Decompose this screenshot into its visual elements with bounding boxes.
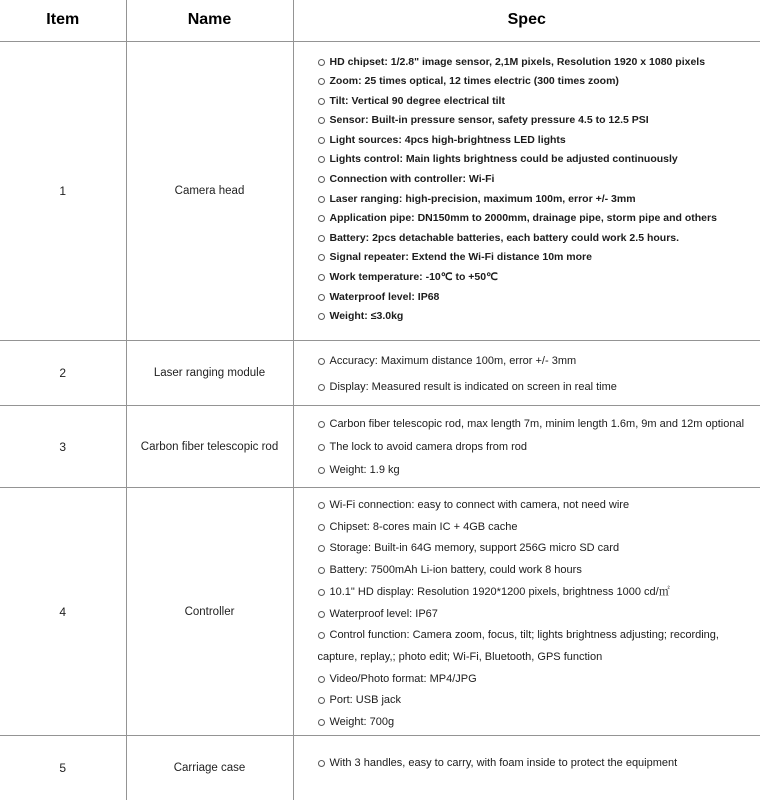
spec-line: Battery: 2pcs detachable batteries, each battery could work 2.5 hours.: [318, 229, 753, 249]
spec-list: [293, 736, 760, 800]
circle-bullet-icon: [318, 274, 325, 281]
spec-line: Port: USB jack: [318, 690, 753, 712]
circle-bullet-icon: [318, 697, 325, 704]
spec-line: Display: Measured result is indicated on screen in real time: [318, 374, 753, 400]
spec-line: Storage: Built-in 64G memory, support 256G micro SD card: [318, 538, 753, 560]
spec-list: [293, 405, 760, 487]
spec-line: Battery: 7500mAh Li-ion battery, could work 8 hours: [318, 560, 753, 582]
circle-bullet-icon: [318, 235, 325, 242]
spec-list: [293, 488, 760, 736]
column-header-spec: Spec: [293, 0, 760, 41]
circle-bullet-icon: [318, 215, 325, 222]
circle-bullet-icon: [318, 444, 325, 451]
column-header-name: Name: [126, 0, 293, 41]
circle-bullet-icon: [318, 98, 325, 105]
component-name: Laser ranging module: [126, 340, 293, 405]
header-row: [0, 0, 760, 41]
spec-line: Signal repeater: Extend the Wi-Fi distance 10m more: [318, 248, 753, 268]
circle-bullet-icon: [318, 117, 325, 124]
spec-line: Chipset: 8-cores main IC + 4GB cache: [318, 517, 753, 539]
circle-bullet-icon: [318, 632, 325, 639]
circle-bullet-icon: [318, 524, 325, 531]
circle-bullet-icon: [318, 611, 325, 618]
spec-line: Application pipe: DN150mm to 2000mm, drainage pipe, storm pipe and others: [318, 209, 753, 229]
spec-line: Video/Photo format: MP4/JPG: [318, 669, 753, 691]
spec-line: HD chipset: 1/2.8" image sensor, 2,1M pixels, Resolution 1920 x 1080 pixels: [318, 53, 753, 73]
spec-line: Lights control: Main lights brightness could be adjusted continuously: [318, 150, 753, 170]
spec-line: 10.1" HD display: Resolution 1920*1200 pixels, brightness 1000 cd/㎡: [318, 582, 753, 604]
circle-bullet-icon: [318, 676, 325, 683]
spec-line: Connection with controller: Wi-Fi: [318, 170, 753, 190]
circle-bullet-icon: [318, 254, 325, 261]
circle-bullet-icon: [318, 313, 325, 320]
item-number: 1: [0, 41, 126, 340]
component-name: Carbon fiber telescopic rod: [126, 405, 293, 487]
spec-list: [293, 41, 760, 340]
table-row-3: [0, 405, 760, 487]
spec-line: Waterproof level: IP67: [318, 604, 753, 626]
spec-table-header: [0, 0, 760, 41]
circle-bullet-icon: [318, 719, 325, 726]
table-row-1: [0, 41, 760, 340]
circle-bullet-icon: [318, 589, 325, 596]
spec-line: Weight: 700g: [318, 712, 753, 734]
spec-line: Accuracy: Maximum distance 100m, error +/- 3mm: [318, 348, 753, 374]
circle-bullet-icon: [318, 545, 325, 552]
circle-bullet-icon: [318, 502, 325, 509]
spec-list: [293, 340, 760, 405]
spec-line: Weight: 1.9 kg: [318, 459, 753, 482]
circle-bullet-icon: [318, 156, 325, 163]
circle-bullet-icon: [318, 421, 325, 428]
spec-line: Weight: ≤3.0kg: [318, 307, 753, 327]
spec-line-continuation: capture, replay,; photo edit; Wi-Fi, Bluetooth, GPS function: [317, 650, 603, 663]
component-name: Controller: [126, 488, 293, 736]
circle-bullet-icon: [318, 294, 325, 301]
table-row-5: [0, 736, 760, 800]
circle-bullet-icon: [318, 358, 325, 365]
spec-line: With 3 handles, easy to carry, with foam inside to protect the equipment: [318, 753, 753, 773]
spec-line: Laser ranging: high-precision, maximum 100m, error +/- 3mm: [318, 190, 753, 210]
circle-bullet-icon: [318, 467, 325, 474]
spec-line: Waterproof level: IP68: [318, 288, 753, 308]
spec-line: Sensor: Built-in pressure sensor, safety pressure 4.5 to 12.5 PSI: [318, 111, 753, 131]
spec-line: Wi-Fi connection: easy to connect with camera, not need wire: [318, 495, 753, 517]
circle-bullet-icon: [318, 137, 325, 144]
item-number: 3: [0, 405, 126, 487]
column-header-item: Item: [0, 0, 126, 41]
circle-bullet-icon: [318, 78, 325, 85]
circle-bullet-icon: [318, 196, 325, 203]
spec-line: Control function: Camera zoom, focus, tilt; lights brightness adjusting; recording,: [318, 625, 753, 647]
spec-line: Light sources: 4pcs high-brightness LED lights: [318, 131, 753, 151]
component-name: Camera head: [126, 41, 293, 340]
item-number: 5: [0, 736, 126, 800]
component-name: Carriage case: [126, 736, 293, 800]
table-row-2: [0, 340, 760, 405]
spec-line: Carbon fiber telescopic rod, max length 7m, minim length 1.6m, 9m and 12m optional: [318, 413, 753, 436]
spec-line: Zoom: 25 times optical, 12 times electric (300 times zoom): [318, 72, 753, 92]
spec-line: Tilt: Vertical 90 degree electrical tilt: [318, 92, 753, 112]
circle-bullet-icon: [318, 59, 325, 66]
circle-bullet-icon: [318, 176, 325, 183]
circle-bullet-icon: [318, 760, 325, 767]
circle-bullet-icon: [318, 567, 325, 574]
spec-line: Work temperature: -10℃ to +50℃: [318, 268, 753, 288]
spec-table-body: [0, 41, 760, 800]
circle-bullet-icon: [318, 384, 325, 391]
table-row-4: [0, 488, 760, 736]
item-number: 4: [0, 488, 126, 736]
item-number: 2: [0, 340, 126, 405]
spec-line: The lock to avoid camera drops from rod: [318, 436, 753, 459]
